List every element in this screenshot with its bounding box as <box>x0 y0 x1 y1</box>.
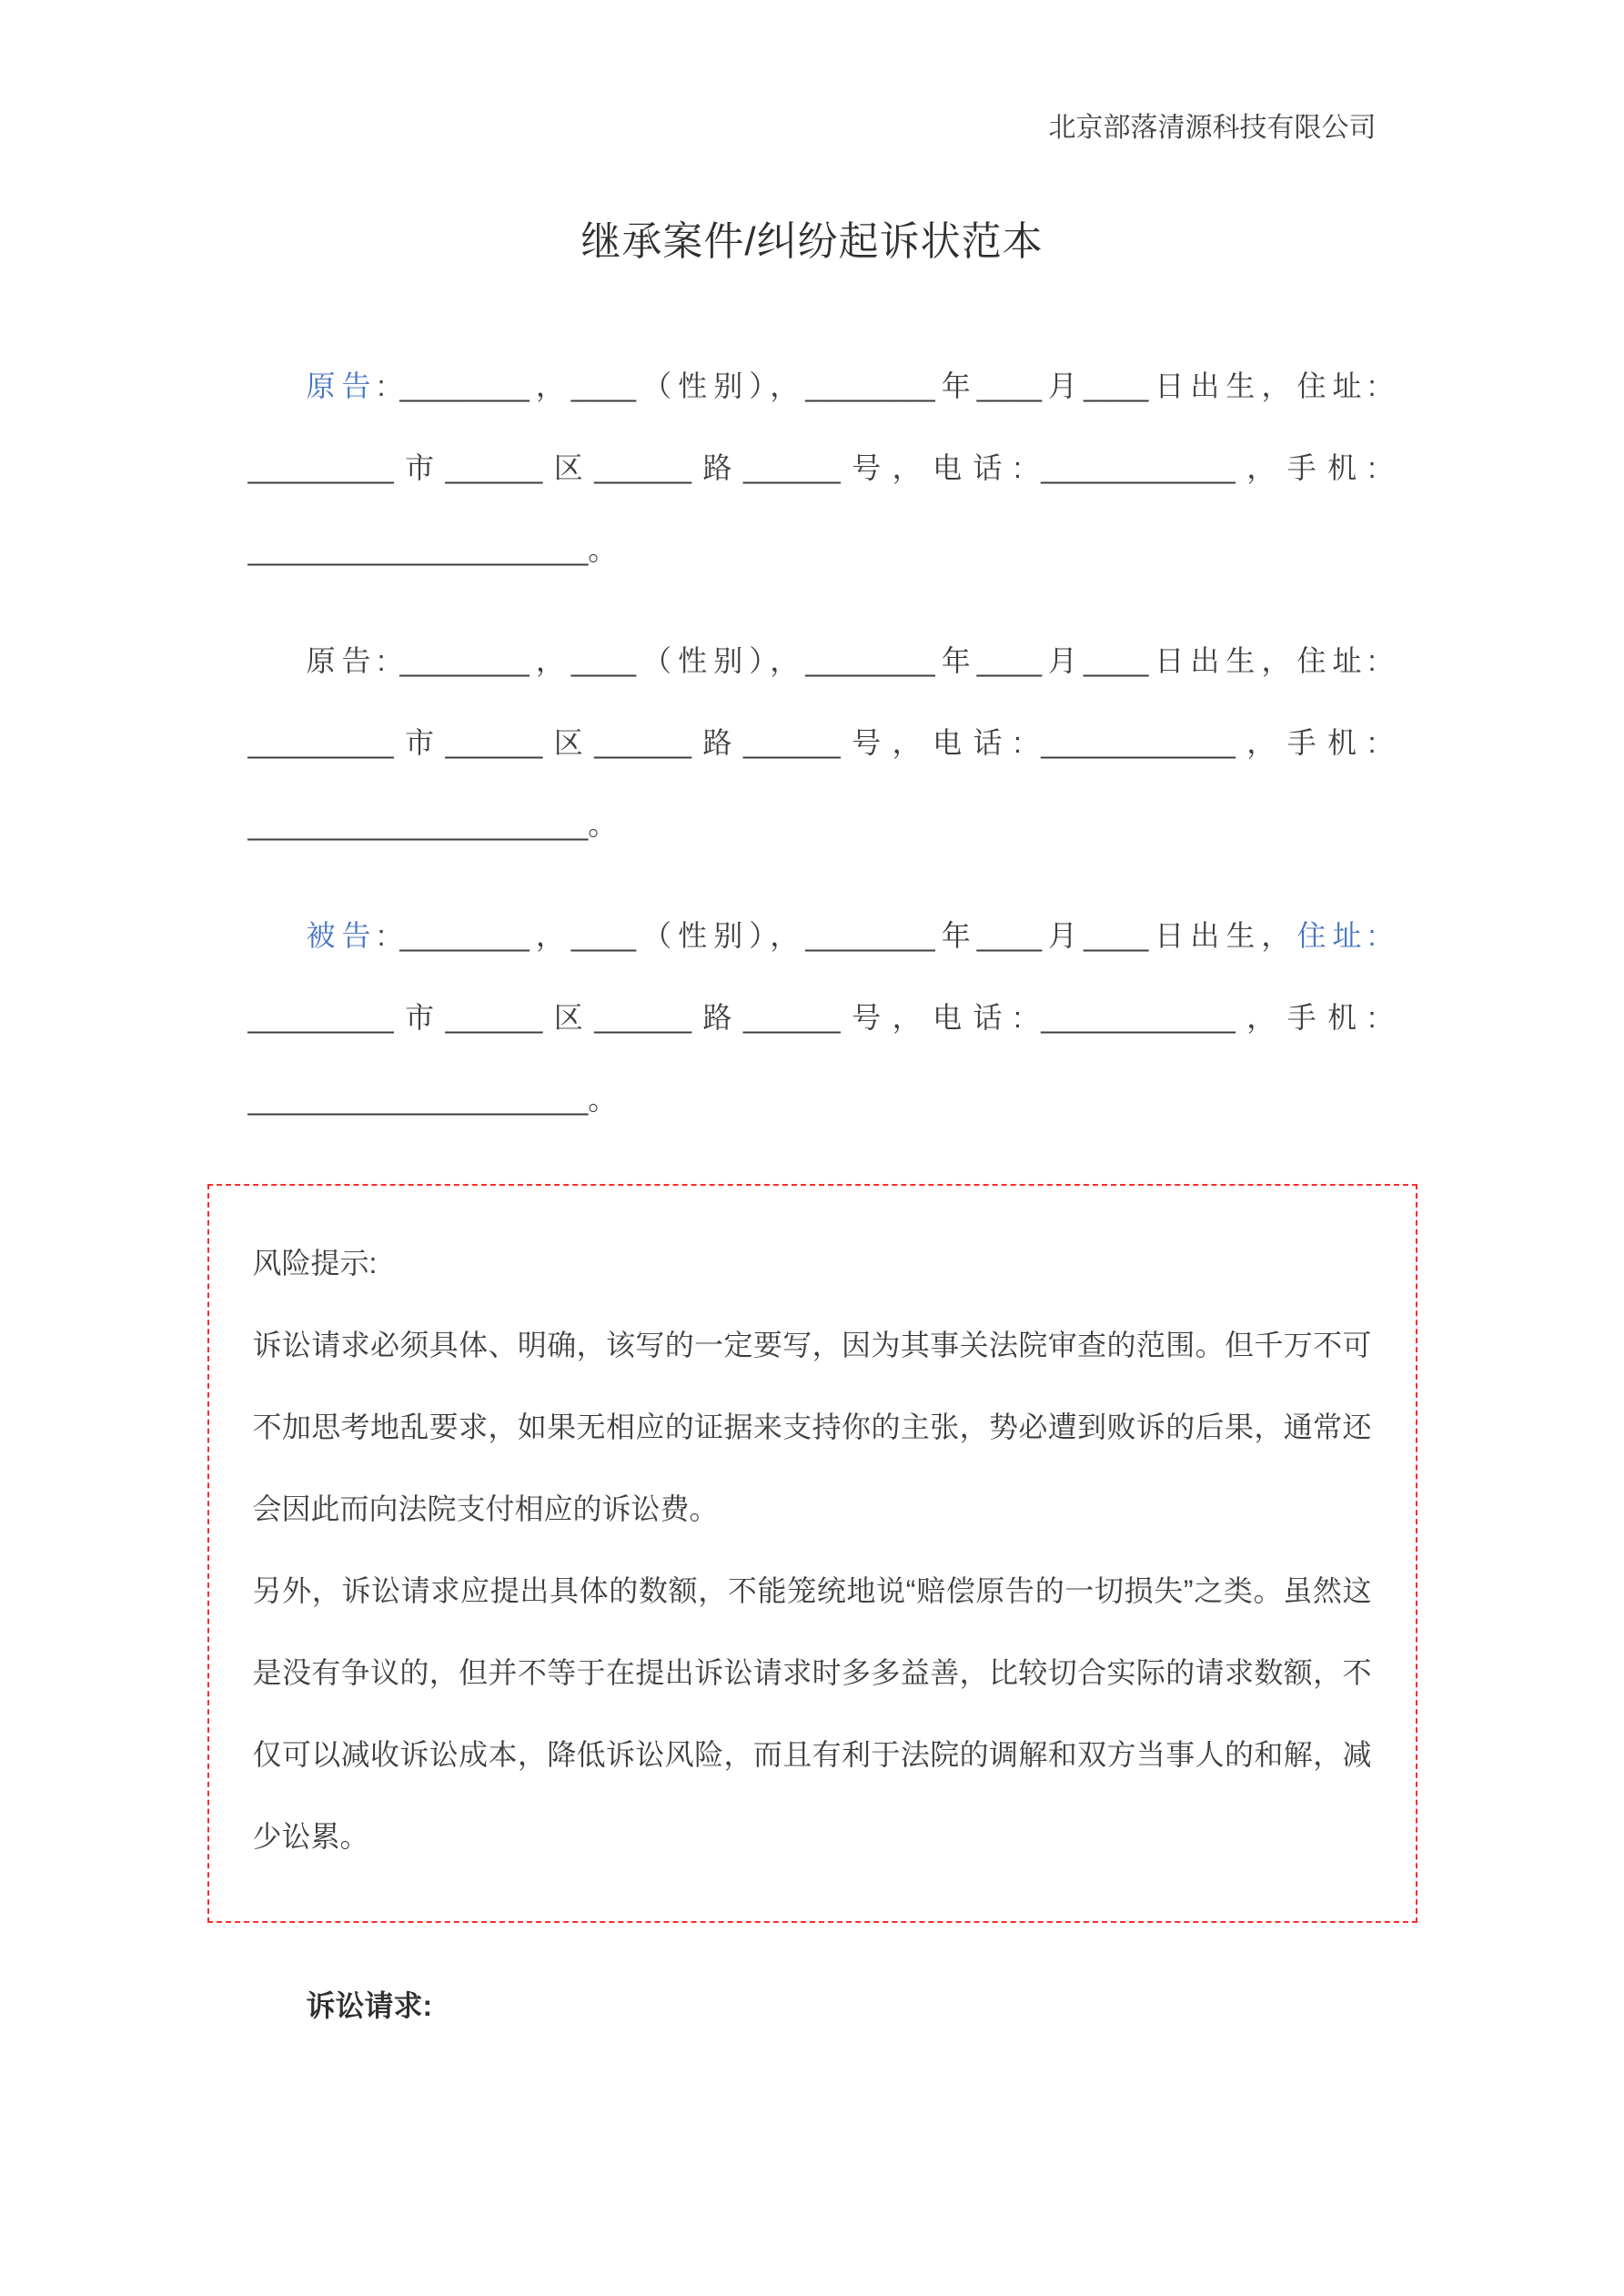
plaintiff-1-line-2: _________市______区______路______号，电话: ____________，手机: <box>247 451 1377 484</box>
plaintiff-1-block <box>248 345 1377 591</box>
risk-heading: 风险提示: <box>252 1247 378 1279</box>
plaintiff-2-line-3: _____________________。 <box>247 808 618 841</box>
defendant-role-label: 被告 <box>306 919 378 952</box>
plaintiff-1-line-1 <box>248 345 1377 427</box>
defendant-address-label: 住址: <box>1296 919 1377 952</box>
document-content <box>248 0 1377 2047</box>
defendant-line-1-text: : ________，____（性别），________年____月____日出生， <box>377 919 1297 952</box>
plaintiff-1-line-1-text: : ________，____（性别），________年____月____日出生，住址: <box>377 369 1377 402</box>
document-title: 继承案件/纠纷起诉状范本 <box>580 219 1044 264</box>
company-name: 北京部落清源科技有限公司 <box>1048 113 1377 143</box>
plaintiff-1-role-label: 原告 <box>306 369 378 402</box>
plaintiff-2-line-2: _________市______区______路______号，电话: ____________，手机: <box>247 726 1377 759</box>
defendant-line-3: _____________________。 <box>247 1083 618 1116</box>
plaintiff-1-line-3: _____________________。 <box>247 533 618 566</box>
risk-notice-box <box>207 1184 1417 1923</box>
plaintiff-2-block <box>248 620 1377 865</box>
defendant-line-1 <box>248 895 1377 976</box>
risk-paragraph-1: 诉讼请求必须具体、明确，该写的一定要写，因为其事关法院审查的范围。但千万不可不加思考地乱要求，如果无相应的证据来支持你的主张，势必遭到败诉的后果，通常还会因此而向法院支付相应的诉讼费。 <box>252 1329 1372 1525</box>
defendant-line-2: _________市______区______路______号，电话: ____________，手机: <box>247 1001 1377 1034</box>
defendant-block <box>248 895 1377 1140</box>
plaintiff-2-line-1: 原告: ________，____（性别），________年____月____日出生，住址: <box>306 644 1377 677</box>
risk-paragraph-2: 另外，诉讼请求应提出具体的数额，不能笼统地说“赔偿原告的一切损失”之类。虽然这是没有争议的，但并不等于在提出诉讼请求时多多益善，比较切合实际的请求数额，不仅可以减收诉讼成本，降低诉讼风险，而且有利于法院的调解和双方当事人的和解，减少讼累。 <box>252 1574 1372 1853</box>
claims-heading: 诉讼请求: <box>306 1989 433 2022</box>
